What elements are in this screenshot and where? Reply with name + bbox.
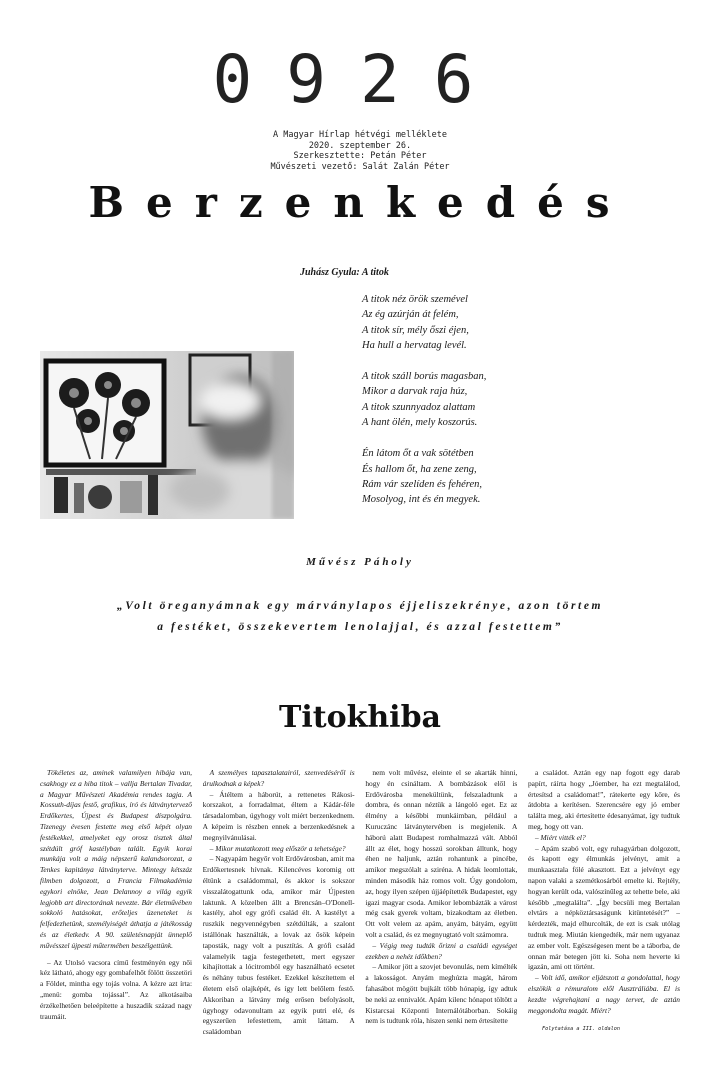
poem-line: A hant ölén, mely koszorús. — [362, 417, 478, 429]
poem-line: A titok sír, mély őszi éjen, — [362, 324, 469, 336]
article-paragraph: – Az Utolsó vacsora című festményén egy női kéz látható, ahogy egy gombafelhőt fölött összetöri a Földet, mintha egy tojás volna. A kézre azt írta: „menü: gomba tojással”. Az alkotásaiba érzékelhetően beleépítette a huszadik század nagy traumáit. — [40, 957, 192, 1021]
article-paragraph: – Mikor mutatkozott meg először a tehetsége? — [209, 843, 346, 853]
poem-line: Én látom őt a vak sötétben — [362, 448, 474, 460]
pull-quote — [40, 596, 680, 638]
article-column — [40, 768, 192, 1068]
article-paragraph: – Átéltem a háborút, a rettenetes Rákosi-korszakot, a forradalmat, éltem a Kádár-féle társadalomban, úgyhogy volt miért berzenkednem. A képeim is részben ennek a berzenkedésnek a megnyilvánulásai. — [202, 789, 355, 842]
article-paragraph: – Nagyapám hegyőr volt Erdővárosban, amit ma Erdőkertesnek hívnak. Kilencéves koromig ott éltünk a családommal, és akkor is sokszor visszalátogattunk oda, amikor már Újpesten laktunk. A közelben állt a Brencsán–O'Donell-kastély, ahol egy grófi család élt. A kastélyt a ruszkik negyvennégyben szétdúlták, a szalont istállónak használták, a lovak az ősök képein taposták, nagy volt a pusztítás. A grófi család valamelyik tagja festegethetett, mert egyszer kihajítottak a lócitromból egy használható ecsetet és néhány tubus festéket. Ezekkel készítettem el életem első olajképét, és így lett belőlem festő. Akkoriban a látvány még erősen befolyásolt, úgyhogy odavonultam az egyik putri elé, és egyszerűen lefestettem, amit láttam. A családomban — [202, 854, 355, 1037]
section-label: Művész Páholy — [306, 556, 414, 568]
poem — [362, 292, 662, 524]
continuation-note: Folytatása a III. oldalon — [541, 1026, 621, 1033]
poem-line: És hallom őt, ha zene zeng, — [362, 463, 477, 475]
poem-line: A titok szunnyadoz alattam — [362, 401, 476, 413]
article-paragraph: – Miért vitték el? — [534, 832, 586, 842]
article-paragraph: – Apám szabó volt, egy ruhagyárban dolgozott, és kapott egy élmunkás jelvényt, amit a munkaasztala fölé akasztott. Ezt a jelvényt egy napon valaki a szemétkosárból emelte ki. Rejtély, hogyan került oda, valószínűleg az tehette bele, aki később „megtalálta”. „Így becsüli meg Bertalan elvtárs a népköztársaságunk kitüntetését?” – kérdezték, majd elhurcolták, de ezt is csak utólag tudtuk meg. Miután kiengedték, már nem ugyanaz az ember volt. Egészségesen ment be a táborba, de onnan már betegen jött ki. Soha nem heverte ki igazán, ami ott történt. — [527, 843, 680, 972]
article-paragraph: nem volt művész, eleinte el se akarták hinni, hogy én csináltam. A bombázások elől is Erdővárosba menekültünk, felszaladtunk a dombra, és onnan néztük a lángoló eget. Ez az élmény a későbbi munkáimban, például a Kuruczánc látványtervében is megjelenik. A háború alatt Budapest romhalmazzá vált. Abból állt az élet, hogy hosszú sorokban álltunk, hogy éhen ne haljunk, aztán rohantunk a pincébe, amikor megszólalt a sziréna. A hidak leomlottak, minden második ház romos volt. Úgy gondolom, az, hogy ilyen szépen újjáépítették Budapestet, egy igazi magyar csoda. Amikor lebombázták a várost még csak gyerek voltam, bizakodtam az életben. Ott volt velem az apám, anyám, bátyám, együtt volt a család, és ez megnyugtató volt számomra. — [365, 768, 518, 939]
poem-line: Az ég azúrján át felém, — [362, 309, 459, 321]
poem-line: Mosolyog, int és én megyek. — [362, 494, 481, 506]
poem-stanza — [362, 446, 662, 507]
main-title: Berzenkedés — [88, 178, 632, 227]
poem-line: Mikor a darvak raja húz, — [362, 386, 468, 398]
credits-line: Művészeti vezető: Salát Zalán Péter — [270, 161, 450, 172]
pull-quote-line: „Volt öreganyámnak egy márványlapos éjjeliszekrénye, azon törtem — [116, 600, 604, 612]
artist-photo — [40, 351, 294, 519]
article-paragraph: A személyes tapasztalatairól, szenvedéséről is árulkodnak a képek? — [202, 768, 355, 788]
poem-line: Ha hull a hervatag levél. — [362, 339, 467, 351]
pull-quote-line: a festéket, összekevertem lenolajjal, és azzal festettem” — [157, 621, 563, 633]
issue-number: 0926 — [212, 41, 508, 118]
poem-line: Rám vár szelíden és fehéren, — [362, 478, 483, 490]
poem-stanza — [362, 292, 662, 353]
credits-block — [0, 130, 720, 172]
poem-title: Juhász Gyula: A titok — [300, 267, 389, 278]
credits-line: 2020. szeptember 26. — [308, 140, 412, 151]
article-paragraph: – Volt idő, amikor eljátszott a gondolattal, hogy elszökik a rémuralom elől Ausztráliába. El is kezdte végrehajtani a nagy tervet, de aztán meggondolta magát. Miért? — [527, 973, 680, 1015]
article-title: Titokhiba — [279, 700, 441, 735]
article-columns — [40, 768, 680, 1068]
article-paragraph: a családot. Aztán egy nap fogott egy darab papírt, ráírta hogy „Jóember, ha ezt megtalálod, értesítsd a családomat!”, rátekerte egy kőre, és átdobta a kerítésen. Szerencsére egy jó ember találta meg, aki értesítette édesanyámat, így tudtuk meg, hogy ott van. — [527, 768, 680, 831]
article-paragraph: – Amikor jött a szovjet bevonulás, nem kímélték a lakosságot. Anyám meghúzta magát, három fahasábot mögött bujkált több hónapig, így adtuk be neki az ennivalót. Apám kilenc hónapot töltött a Kistarcsai Központi Internálótáborban. Sokáig nem is tudtunk róla, hiszen senki nem értesítette — [365, 962, 518, 1026]
article-column — [203, 768, 355, 1068]
poem-line: A titok néz örök szemével — [362, 294, 468, 305]
article-column — [365, 768, 517, 1068]
poem-stanza — [362, 369, 662, 430]
article-column — [528, 768, 680, 1068]
credits-line: A Magyar Hírlap hétvégi melléklete — [273, 130, 447, 140]
article-paragraph: – Végig meg tudták őrizni a családi egységet ezekben a nehéz időkben? — [365, 940, 518, 961]
credits-line: Szerkesztette: Petán Péter — [293, 151, 427, 161]
poem-line: A titok száll borús magasban, — [362, 371, 487, 383]
article-paragraph: Tökéletes az, aminek valamilyen hibája van, csakhogy ez a hiba titok – vallja Bertalan Tivadar, a Magyar Művészeti Akadémia rendes tagja. A Kossuth-díjas festő, grafikus, író és látványtervező Erdőkertes, Újpest és Budapest díszpolgára. Tizenegy évesen festette meg első képét olyan festékekkel, amelyeket egy orosz tisztek által szétdúlt gróf kastélyban talált. Egyik korai munkája volt a máig népszerű kalandsorozat, a Tenkes kapitánya látványterve. Mintegy kétszáz filmben dolgozott, a Francia Filmakadémia egykori elnöke, Jean Delannoy a világ egyik legjobb art directorának nevezte. Bár életművében sokkoló hatásokat, erőteljes üzeneteket is felfedezhetünk, személyiségét áthatja a játékosság és az életkedv. A 90. születésnapját ünneplő művésszel újpesti műtermében beszélgettünk. — [40, 768, 192, 950]
